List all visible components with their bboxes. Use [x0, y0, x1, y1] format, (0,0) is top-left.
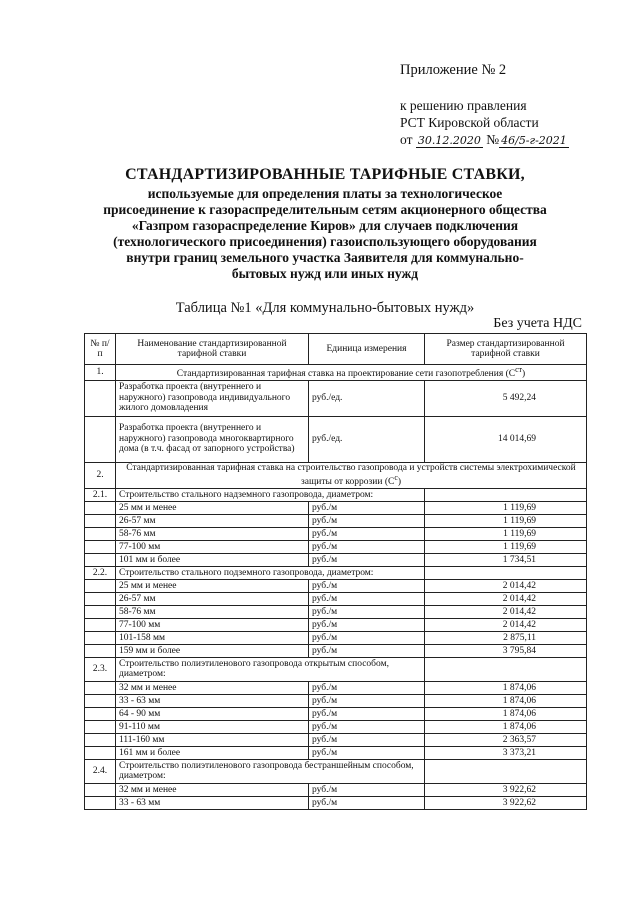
- subtitle-line: «Газпром газораспределение Киров» для случаев подключения: [131, 218, 519, 233]
- subtitle-line: (технологического присоединения) газоиспользующего оборудования: [113, 234, 537, 249]
- subsection-row: [85, 657, 587, 681]
- section-num: 1.: [85, 365, 116, 381]
- table-row: 77-100 мм руб./м 2 014,42: [85, 618, 587, 631]
- subtitle-line: внутри границ земельного участка Заявителя для коммунально-: [126, 250, 524, 265]
- row-name: Разработка проекта (внутреннего и наружного) газопровода многоквартирного дома (в т.ч. фасад от запорного устройства): [116, 416, 309, 462]
- document-subtitle: [60, 186, 590, 282]
- table-row: [85, 416, 587, 462]
- table-header-row: [85, 334, 587, 365]
- table-row: 33 - 63 мм руб./м 3 922,62: [85, 796, 587, 809]
- decision-label: к решению правления: [400, 98, 527, 113]
- col-header-name: Наименование стандартизированной тарифной ставки: [116, 334, 309, 365]
- table-row: 58-76 мм руб./м 2 014,42: [85, 605, 587, 618]
- table-row: 64 - 90 мм руб./м 1 874,06: [85, 707, 587, 720]
- table-row: 101 мм и более руб./м 1 734,51: [85, 553, 587, 566]
- section-title: Стандартизированная тарифная ставка на проектирование сети газопотребления $(С^{ст})$: [116, 365, 587, 381]
- section-row: [85, 462, 587, 488]
- table-row: 111-160 мм руб./м 2 363,57: [85, 733, 587, 746]
- row-unit: руб./ед.: [309, 380, 425, 416]
- section-num: 2.: [85, 462, 116, 488]
- col-header-num: № п/п: [85, 334, 116, 365]
- row-value: 14 014,69: [425, 416, 587, 462]
- subsection-num: 2.4.: [85, 759, 116, 783]
- table-row: 77-100 мм руб./м 1 119,69: [85, 540, 587, 553]
- tariff-table: [84, 333, 587, 810]
- subtitle-line: используемые для определения платы за технологическое: [147, 186, 503, 201]
- subtitle-line: присоединение к газораспределительным сетям акционерного общества: [103, 202, 547, 217]
- table-row: 25 мм и менее руб./м 1 119,69: [85, 501, 587, 514]
- col-header-size: Размер стандартизированной тарифной ставки: [425, 334, 587, 365]
- subsection-row: [85, 488, 587, 501]
- table-row: 26-57 мм руб./м 2 014,42: [85, 592, 587, 605]
- subsection-title: Строительство полиэтиленового газопровода открытым способом, диаметром:: [116, 657, 425, 681]
- table-row: 32 мм и менее руб./м 1 874,06: [85, 681, 587, 694]
- table-caption: Таблица №1 «Для коммунально-бытовых нужд»: [175, 300, 475, 316]
- subsection-num: 2.1.: [85, 488, 116, 501]
- subsection-row: [85, 566, 587, 579]
- decision-date-line: [400, 132, 569, 148]
- table-row: 91-110 мм руб./м 1 874,06: [85, 720, 587, 733]
- subtitle-line: бытовых нужд или иных нужд: [231, 266, 419, 281]
- appendix-label: Приложение № 2: [400, 62, 507, 78]
- row-value: 5 492,24: [425, 380, 587, 416]
- table-row: 58-76 мм руб./м 1 119,69: [85, 527, 587, 540]
- handwritten-date: 30.12.2020: [417, 134, 481, 147]
- section-row: [85, 365, 587, 381]
- row-name: Разработка проекта (внутреннего и наружного) газопровода индивидуального жилого домовладения: [116, 380, 309, 416]
- document-title: СТАНДАРТИЗИРОВАННЫЕ ТАРИФНЫЕ СТАВКИ,: [125, 166, 525, 183]
- table-row: 101-158 мм руб./м 2 875,11: [85, 631, 587, 644]
- table-row: 33 - 63 мм руб./м 1 874,06: [85, 694, 587, 707]
- col-header-unit: Единица измерения: [309, 334, 425, 365]
- table-row: 32 мм и менее руб./м 3 922,62: [85, 783, 587, 796]
- table-row: 159 мм и более руб./м 3 795,84: [85, 644, 587, 657]
- vat-note: Без учета НДС: [493, 316, 582, 331]
- table-row: 26-57 мм руб./м 1 119,69: [85, 514, 587, 527]
- number-prefix: №: [486, 132, 500, 147]
- table-row: 161 мм и более руб./м 3 373,21: [85, 746, 587, 759]
- table-row: [85, 380, 587, 416]
- authority-label: РСТ Кировской области: [400, 115, 539, 130]
- table-row: 25 мм и менее руб./м 2 014,42: [85, 579, 587, 592]
- subsection-title: Строительство стального надземного газопровода, диаметром:: [116, 488, 425, 501]
- subsection-title: Строительство стального подземного газопровода, диаметром:: [116, 566, 425, 579]
- subsection-num: 2.2.: [85, 566, 116, 579]
- row-unit: руб./ед.: [309, 416, 425, 462]
- subsection-title: Строительство полиэтиленового газопровода бестраншейным способом, диаметром:: [116, 759, 425, 783]
- section-title: Стандартизированная тарифная ставка на строительство газопровода и устройств системы электрохимической защиты от коррозии $(С^с)$: [116, 462, 587, 488]
- date-prefix: от: [400, 132, 413, 147]
- subsection-row: [85, 759, 587, 783]
- subsection-num: 2.3.: [85, 657, 116, 681]
- handwritten-number: 46/5-г-2021: [501, 134, 567, 147]
